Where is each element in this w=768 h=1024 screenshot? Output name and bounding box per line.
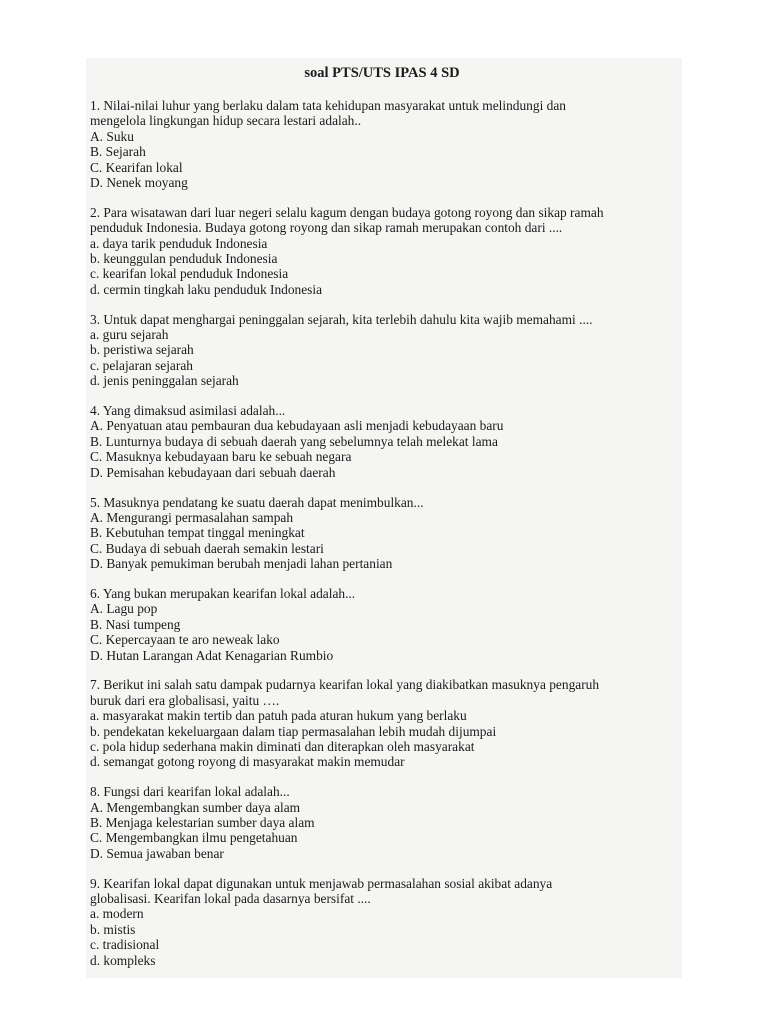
question-text: 6. Yang bukan merupakan kearifan lokal adalah... xyxy=(90,585,356,601)
question-6 xyxy=(90,586,682,663)
question-text: 9. Kearifan lokal dapat digunakan untuk menjawab permasalahan sosial akibat adanya globalisasi. Kearifan lokal pada dasarnya bersifat .... xyxy=(90,875,553,906)
option-c: C. Mengembangkan ilmu pengetahuan xyxy=(90,830,298,846)
question-2 xyxy=(90,205,682,297)
option-c: C. Kepercayaan te aro neweak lako xyxy=(90,632,280,648)
document-title: soal PTS/UTS IPAS 4 SD xyxy=(304,65,460,81)
question-1 xyxy=(90,98,682,190)
option-c: C. Kearifan lokal xyxy=(90,159,183,175)
option-d: D. Semua jawaban benar xyxy=(90,845,224,861)
option-a: a. modern xyxy=(90,906,144,922)
option-a: A. Suku xyxy=(90,128,134,144)
option-c: c. pola hidup sederhana makin diminati dan diterapkan oleh masyarakat xyxy=(90,738,475,754)
option-d: D. Pemisahan kebudayaan dari sebuah daerah xyxy=(90,464,336,480)
question-5 xyxy=(90,495,682,572)
option-b: b. keunggulan penduduk Indonesia xyxy=(90,251,278,267)
question-text: 8. Fungsi dari kearifan lokal adalah... xyxy=(90,784,290,800)
option-d: d. cermin tingkah laku penduduk Indonesia xyxy=(90,281,323,297)
option-c: c. tradisional xyxy=(90,937,160,953)
option-a: A. Lagu pop xyxy=(90,601,158,617)
option-c: C. Budaya di sebuah daerah semakin lestari xyxy=(90,540,324,556)
option-b: B. Lunturnya budaya di sebuah daerah yang sebelumnya telah melekat lama xyxy=(90,433,498,449)
question-7 xyxy=(90,677,682,769)
option-c: C. Masuknya kebudayaan baru ke sebuah negara xyxy=(90,449,352,465)
question-text: 3. Untuk dapat menghargai peninggalan sejarah, kita terlebih dahulu kita wajib memahami .... xyxy=(90,311,593,327)
option-a: A. Penyatuan atau pembauran dua kebudayaan asli menjadi kebudayaan baru xyxy=(90,418,504,434)
option-b: b. pendekatan kekeluargaan dalam tiap permasalahan lebih mudah dijumpai xyxy=(90,723,497,739)
option-a: a. daya tarik penduduk Indonesia xyxy=(90,235,268,251)
question-4 xyxy=(90,403,682,480)
option-a: A. Mengembangkan sumber daya alam xyxy=(90,799,301,815)
option-b: B. Kebutuhan tempat tinggal meningkat xyxy=(90,525,305,541)
option-b: B. Menjaga kelestarian sumber daya alam xyxy=(90,814,315,830)
question-text: 4. Yang dimaksud asimilasi adalah... xyxy=(90,403,286,419)
question-text: 5. Masuknya pendatang ke suatu daerah dapat menimbulkan... xyxy=(90,494,424,510)
question-3 xyxy=(90,312,682,389)
option-d: d. semangat gotong royong di masyarakat makin memudar xyxy=(90,754,405,770)
option-d: D. Banyak pemukiman berubah menjadi lahan pertanian xyxy=(90,556,393,572)
question-9 xyxy=(90,876,682,968)
option-b: b. peristiwa sejarah xyxy=(90,342,194,358)
question-8 xyxy=(90,784,682,861)
option-b: B. Nasi tumpeng xyxy=(90,616,181,632)
option-d: D. Hutan Larangan Adat Kenagarian Rumbio xyxy=(90,647,334,663)
option-d: d. kompleks xyxy=(90,952,156,968)
option-a: a. guru sejarah xyxy=(90,327,169,343)
option-c: c. kearifan lokal penduduk Indonesia xyxy=(90,266,289,282)
question-text: 7. Berikut ini salah satu dampak pudarnya kearifan lokal yang diakibatkan masuknya pengaruh buruk dari era globalisasi, yaitu …. xyxy=(90,677,600,708)
question-text: 1. Nilai-nilai luhur yang berlaku dalam tata kehidupan masyarakat untuk melindungi dan mengelola lingkungan hidup secara lestari adalah.. xyxy=(90,98,566,129)
option-a: a. masyarakat makin tertib dan patuh pada aturan hukum yang berlaku xyxy=(90,708,467,724)
option-c: c. pelajaran sejarah xyxy=(90,357,193,373)
option-d: D. Nenek moyang xyxy=(90,175,188,191)
option-b: B. Sejarah xyxy=(90,144,146,160)
option-a: A. Mengurangi permasalahan sampah xyxy=(90,509,294,525)
option-b: b. mistis xyxy=(90,921,136,937)
question-text: 2. Para wisatawan dari luar negeri selalu kagum dengan budaya gotong royong dan sikap ramah penduduk Indonesia. Budaya gotong royong dan sikap ramah merupakan contoh dari .... xyxy=(90,204,604,236)
option-d: d. jenis peninggalan sejarah xyxy=(90,373,239,389)
document-page xyxy=(86,58,682,978)
